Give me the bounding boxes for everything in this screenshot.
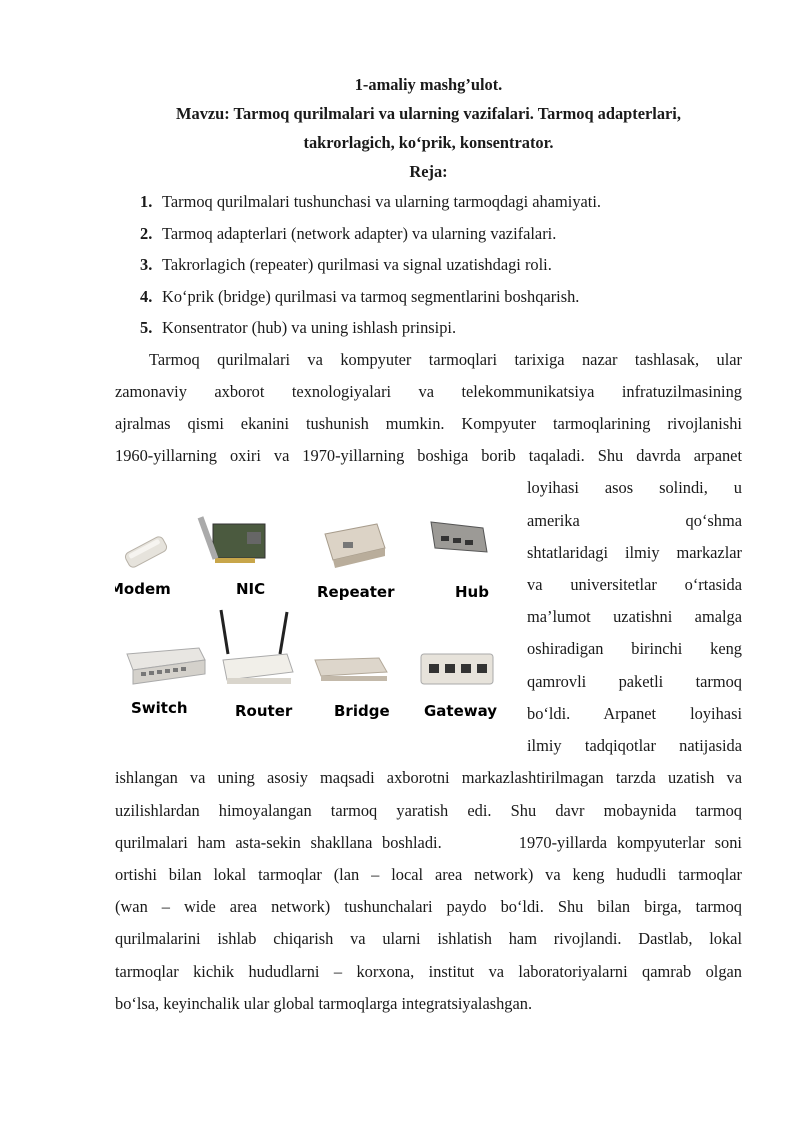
text-line: amerika qo‘shma (527, 510, 742, 530)
gateway-image (421, 654, 493, 684)
body-paragraph (115, 762, 742, 1020)
text-line: zamonaviy axborot texnologiyalari va telekommunikatsiya infratuzilmasining (115, 381, 742, 401)
label-switch: Switch (131, 699, 188, 718)
text-line: shtatlaridagi ilmiy markazlar (527, 542, 742, 562)
label-gateway: Gateway (424, 702, 498, 721)
side-text-column (527, 472, 742, 762)
nic-image (198, 517, 265, 564)
text-line: oshiradigan birinchi keng (527, 639, 742, 659)
plan-item-number: 1. (140, 192, 153, 211)
text-line: ma’lumot uzatishni amalga (527, 607, 742, 627)
text-line: tarmoqlar kichik hududlarni – korxona, institut va laboratoriyalarni qamrab olgan (115, 961, 742, 981)
network-devices-figure (115, 502, 505, 742)
plan-item-text: Tarmoq qurilmalari tushunchasi va ularning tarmoqdagi ahamiyati. (162, 192, 602, 211)
intro-paragraph (115, 344, 742, 473)
label-nic: NIC (236, 580, 266, 599)
plan-item (140, 312, 742, 344)
plan-item-number: 4. (140, 286, 153, 306)
text-line: ortishi bilan lokal tarmoqlar (lan – local area network) va keng hududli tarmoqlar (115, 864, 742, 884)
topic-line-2: takrorlagich, ko‘prik, konsentrator. (303, 133, 554, 152)
plan-item (140, 281, 742, 313)
text-line: ajralmas qismi ekanini tushunish mumkin. Kompyuter tarmoqlarining rivojlanishi (115, 413, 742, 433)
figure-wrap-section (115, 472, 742, 762)
plan-item-number: 5. (140, 318, 153, 337)
plan-item-number: 3. (140, 255, 153, 274)
text-line: loyihasi asos solindi, u (527, 478, 742, 498)
label-repeater: Repeater (317, 583, 395, 602)
router-image (221, 610, 293, 684)
text-line: bo‘ldi. Arpanet loyihasi (527, 703, 742, 723)
switch-image (127, 648, 205, 684)
text-line: uzilishlardan himoyalangan tarmoq yaratish edi. Shu davr mobaynida tarmoq (115, 800, 742, 820)
bridge-image (315, 658, 387, 681)
text-line: qurilmalari ham asta-sekin shakllana boshladi. 1970-yillarda kompyuterlar soni (115, 832, 742, 852)
text-line: ishlangan va uning asosiy maqsadi axborotni markazlashtirilmagan tarzda uzatish va (115, 768, 742, 788)
plan-item (140, 218, 742, 250)
plan-item-text: Ko‘prik (bridge) qurilmasi va tarmoq segmentlarini boshqarish. (162, 286, 580, 306)
plan-heading: Reja: (409, 162, 448, 181)
text-line: ilmiy tadqiqotlar natijasida (527, 735, 742, 755)
network-devices-illustration (115, 502, 505, 742)
modem-image (124, 535, 169, 569)
topic-line-1: Mavzu: Tarmoq qurilmalari va ularning vazifalari. Tarmoq adapterlari, (176, 104, 681, 123)
plan-item-text: Konsentrator (hub) va uning ishlash prinsipi. (162, 318, 457, 337)
plan-item-number: 2. (140, 223, 153, 243)
hub-image (431, 522, 487, 552)
text-line: qamrovli paketli tarmoq (527, 671, 742, 691)
lesson-number: 1-amaliy mashg’ulot. (354, 75, 503, 94)
label-router: Router (235, 702, 293, 721)
plan-list (115, 186, 742, 344)
label-hub: Hub (455, 583, 489, 602)
text-line: va universitetlar o‘rtasida (527, 574, 742, 594)
label-modem: Modem (115, 580, 171, 599)
text-line: (wan – wide area network) tushunchalari paydo bo‘ldi. Shu bilan birga, tarmoq (115, 897, 742, 917)
repeater-image (325, 524, 385, 568)
plan-item (140, 249, 742, 281)
text-line: 1960-yillarning oxiri va 1970-yillarning boshiga borib taqaladi. Shu davrda arpanet (115, 446, 742, 466)
document-page (115, 70, 742, 1020)
label-bridge: Bridge (334, 702, 390, 721)
text-line: qurilmalarini ishlab chiqarish va ularni ishlatish ham rivojlandi. Dastlab, lokal (115, 929, 742, 949)
plan-item-text: Tarmoq adapterlari (network adapter) va ularning vazifalari. (162, 223, 557, 243)
text-line: Tarmoq qurilmalari va kompyuter tarmoqlari tarixiga nazar tashlasak, ular (149, 349, 742, 369)
plan-item (140, 186, 742, 218)
text-line: bo‘lsa, keyinchalik ular global tarmoqlarga integratsiyalashgan. (115, 993, 533, 1013)
plan-item-text: Takrorlagich (repeater) qurilmasi va signal uzatishdagi roli. (162, 255, 552, 274)
